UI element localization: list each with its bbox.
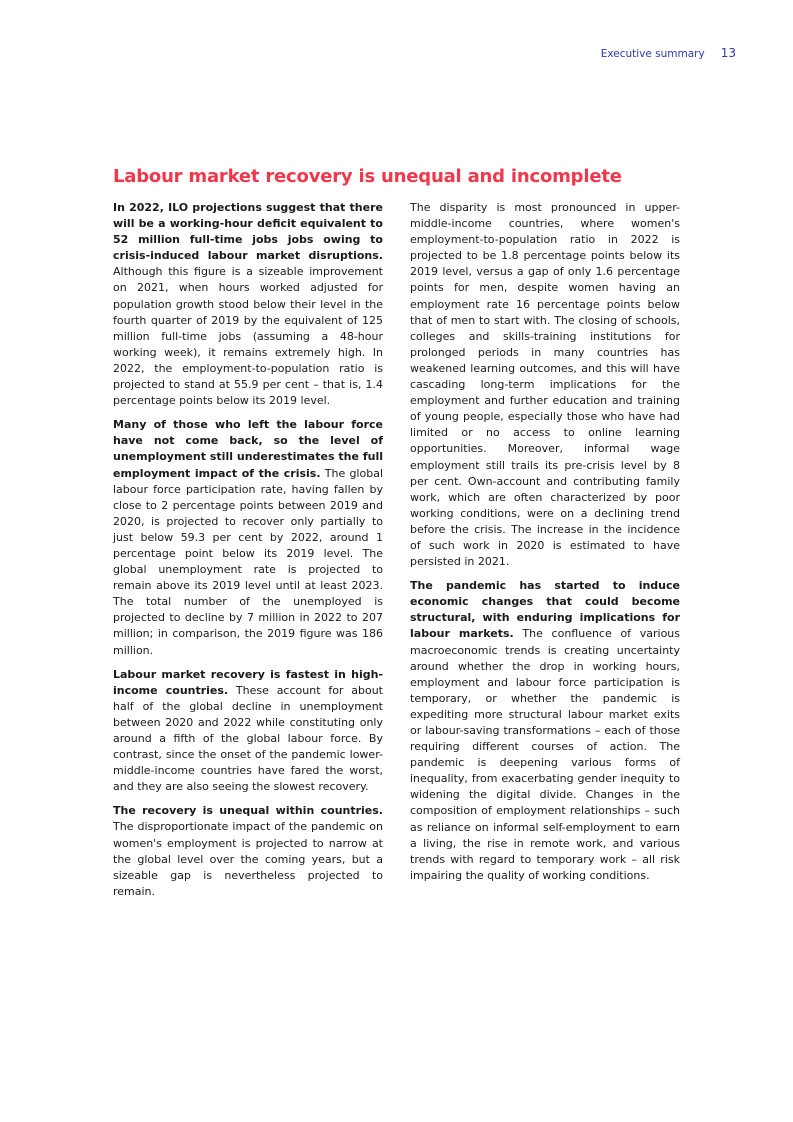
paragraph-body: The disparity is most pronounced in upper-middle-income countries, where women's employment-to-population ratio in 2022 is projected to be 1.8 percentage points below its 2019 level, versus a gap of only 1.6 percentage points for men, despite women having an employment rate 16 percentage points below that of men to start with. The closing of schools, colleges and skills-training institutions for prolonged periods in many countries has weakened learning outcomes, and this will have cascading long-term implications for the employment and further education and training of young people, especially those who have had limited or no access to online learning opportunities. Moreover, informal wage employment still trails its pre-crisis level by 8 per cent. Own-account and contributing family work, which are often characterized by poor working conditions, were on a declining trend before the crisis. The increase in the incidence of such work in 2020 is estimated to have persisted in 2021.	[410, 201, 680, 569]
right-column	[410, 200, 680, 892]
left-column	[113, 200, 383, 908]
paragraph-lead: Labour market recovery is fastest in high-income countries.	[113, 667, 383, 697]
paragraph-lead: Many of those who left the labour force have not come back, so the level of unemployment still underestimates the full employment impact of the crisis.	[113, 418, 383, 480]
page-number: 13	[720, 46, 736, 60]
paragraph-lead: The recovery is unequal within countries.	[113, 804, 383, 818]
paragraph-body: The confluence of various macroeconomic trends is creating uncertainty around whether the drop in working hours, employment and labour force participation is temporary, or whether the pandemic is expediting more structural labour market exits or labour-saving transformations – each of those requiring different courses of action. The pandemic is deepening various forms of inequality, from exacerbating gender inequity to widening the digital divide. Changes in the composition of employment relationships – such as reliance on informal self-employment to earn a living, the rise in remote work, and various trends with regard to temporary work – all risk impairing the quality of working conditions.	[410, 627, 681, 882]
paragraph	[113, 417, 383, 658]
paragraph	[410, 578, 680, 884]
paragraph	[113, 667, 383, 796]
paragraph	[410, 200, 680, 570]
section-title: Executive summary	[600, 48, 705, 60]
paragraph-body: The disproportionate impact of the pandemic on women's employment is projected to narrow at the global level over the coming years, but a sizeable gap is nevertheless projected to remain.	[113, 820, 383, 898]
paragraph	[113, 200, 383, 409]
paragraph-body: These account for about half of the global decline in unemployment between 2020 and 2022 while constituting only around a fifth of the global labour force. By contrast, since the onset of the pandemic lower-middle-income countries have fared the worst, and they are also seeing the slowest recovery.	[113, 683, 383, 794]
page-title: Labour market recovery is unequal and incomplete	[113, 166, 622, 187]
paragraph-lead: The pandemic has started to induce economic changes that could become structural, with enduring implications for labour markets.	[410, 579, 680, 641]
paragraph-lead: In 2022, ILO projections suggest that there will be a working-hour deficit equivalent to 52 million full-time jobs jobs owing to crisis-induced labour market disruptions.	[113, 201, 383, 263]
paragraph	[113, 803, 383, 900]
paragraph-body: The global labour force participation rate, having fallen by close to 2 percentage points between 2019 and 2020, is projected to recover only partially to just below 59.3 per cent by 2022, around 1 percentage point below its 2019 level. The global unemployment rate is projected to remain above its 2019 level until at least 2023. The total number of the unemployed is projected to decline by 7 million in 2022 to 207 million; in comparison, the 2019 figure was 186 million.	[113, 466, 383, 657]
running-header	[601, 46, 736, 60]
paragraph-body: Although this figure is a sizeable improvement on 2021, when hours worked adjusted for population growth stood below their level in the fourth quarter of 2019 by the equivalent of 125 million full-time jobs (assuming a 48-hour working week), it remains extremely high. In 2022, the employment-to-population ratio is projected to stand at 55.9 per cent – that is, 1.4 percentage points below its 2019 level.	[113, 265, 383, 408]
